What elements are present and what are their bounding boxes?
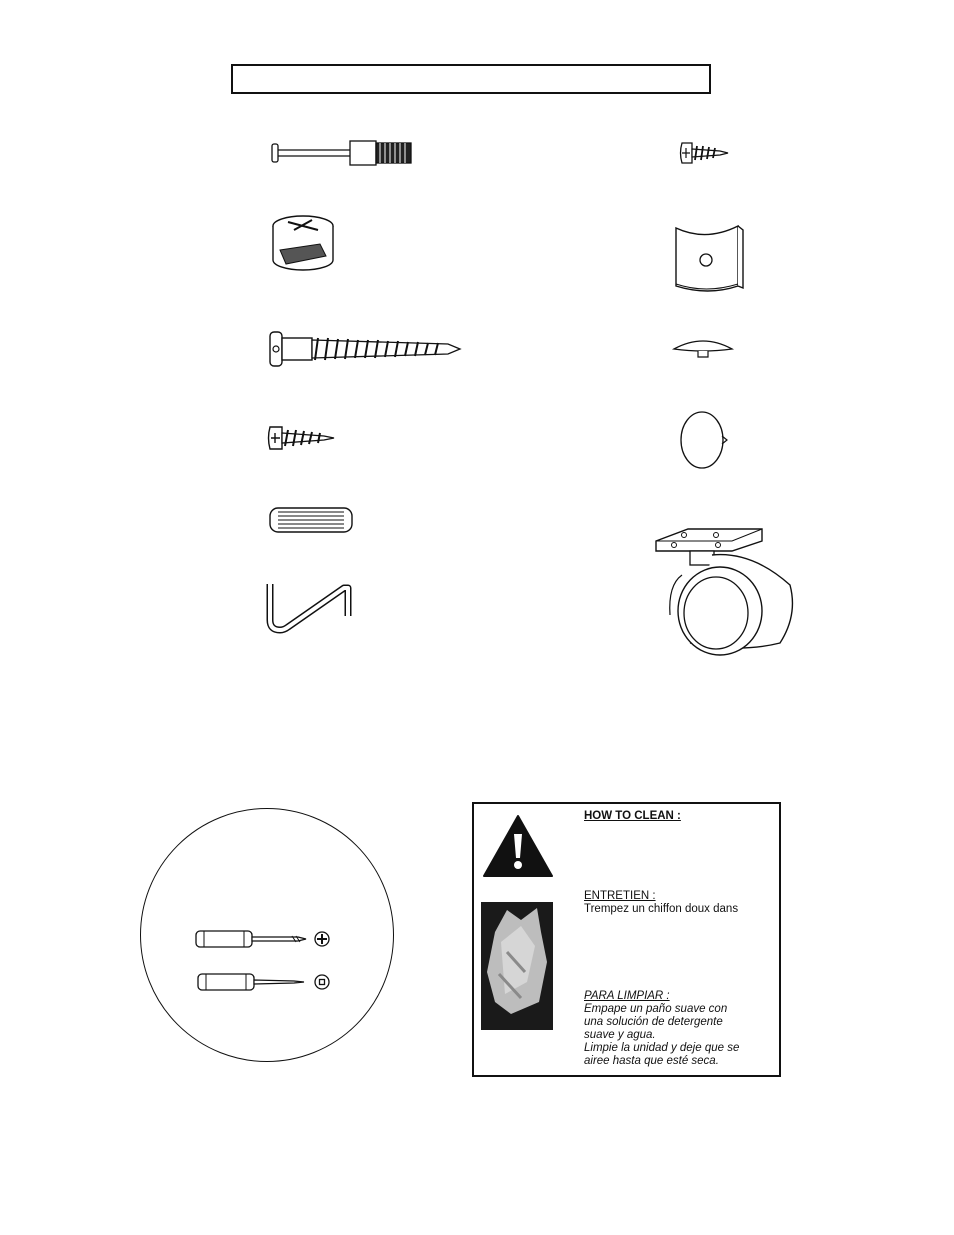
cam-bolt-with-dowel-icon xyxy=(270,136,415,170)
para-limpiar-section xyxy=(584,990,739,1068)
para-limpiar-line: suave y agua. xyxy=(584,1029,656,1041)
para-limpiar-line: Limpie la unidad y deje que se xyxy=(584,1042,740,1054)
caster-wheel-icon xyxy=(652,525,797,660)
entretien-line: Trempez un chiffon doux dans xyxy=(584,903,739,915)
para-limpiar-line: una solución de detergente xyxy=(584,1016,723,1028)
entretien-heading: ENTRETIEN : xyxy=(584,890,656,902)
cam-lock-nut-icon xyxy=(270,214,336,272)
small-screw-icon xyxy=(680,140,730,166)
allen-key-icon xyxy=(262,578,354,634)
square-screwdriver-icon xyxy=(196,970,334,994)
shelf-support-bracket-icon xyxy=(670,220,745,294)
para-limpiar-line: airee hasta que esté seca. xyxy=(584,1055,719,1067)
wooden-dowel-icon xyxy=(268,506,354,534)
connector-bolt-icon xyxy=(268,330,463,368)
cam-cover-cap-side-icon xyxy=(672,337,734,361)
phillips-screwdriver-icon xyxy=(194,927,334,951)
cleaning-cloth-image xyxy=(481,902,553,1030)
warning-triangle-icon xyxy=(482,814,554,878)
how-to-clean-section xyxy=(584,810,681,823)
para-limpiar-line: Empape un paño suave con xyxy=(584,1003,728,1015)
parts-title-box xyxy=(231,64,711,94)
how-to-clean-heading: HOW TO CLEAN : xyxy=(584,810,681,822)
short-wood-screw-icon xyxy=(268,423,336,453)
cam-cover-cap-front-icon xyxy=(678,410,738,470)
para-limpiar-heading: PARA LIMPIAR : xyxy=(584,990,670,1002)
entretien-section xyxy=(584,890,738,916)
cleaning-instructions-box xyxy=(472,802,781,1077)
